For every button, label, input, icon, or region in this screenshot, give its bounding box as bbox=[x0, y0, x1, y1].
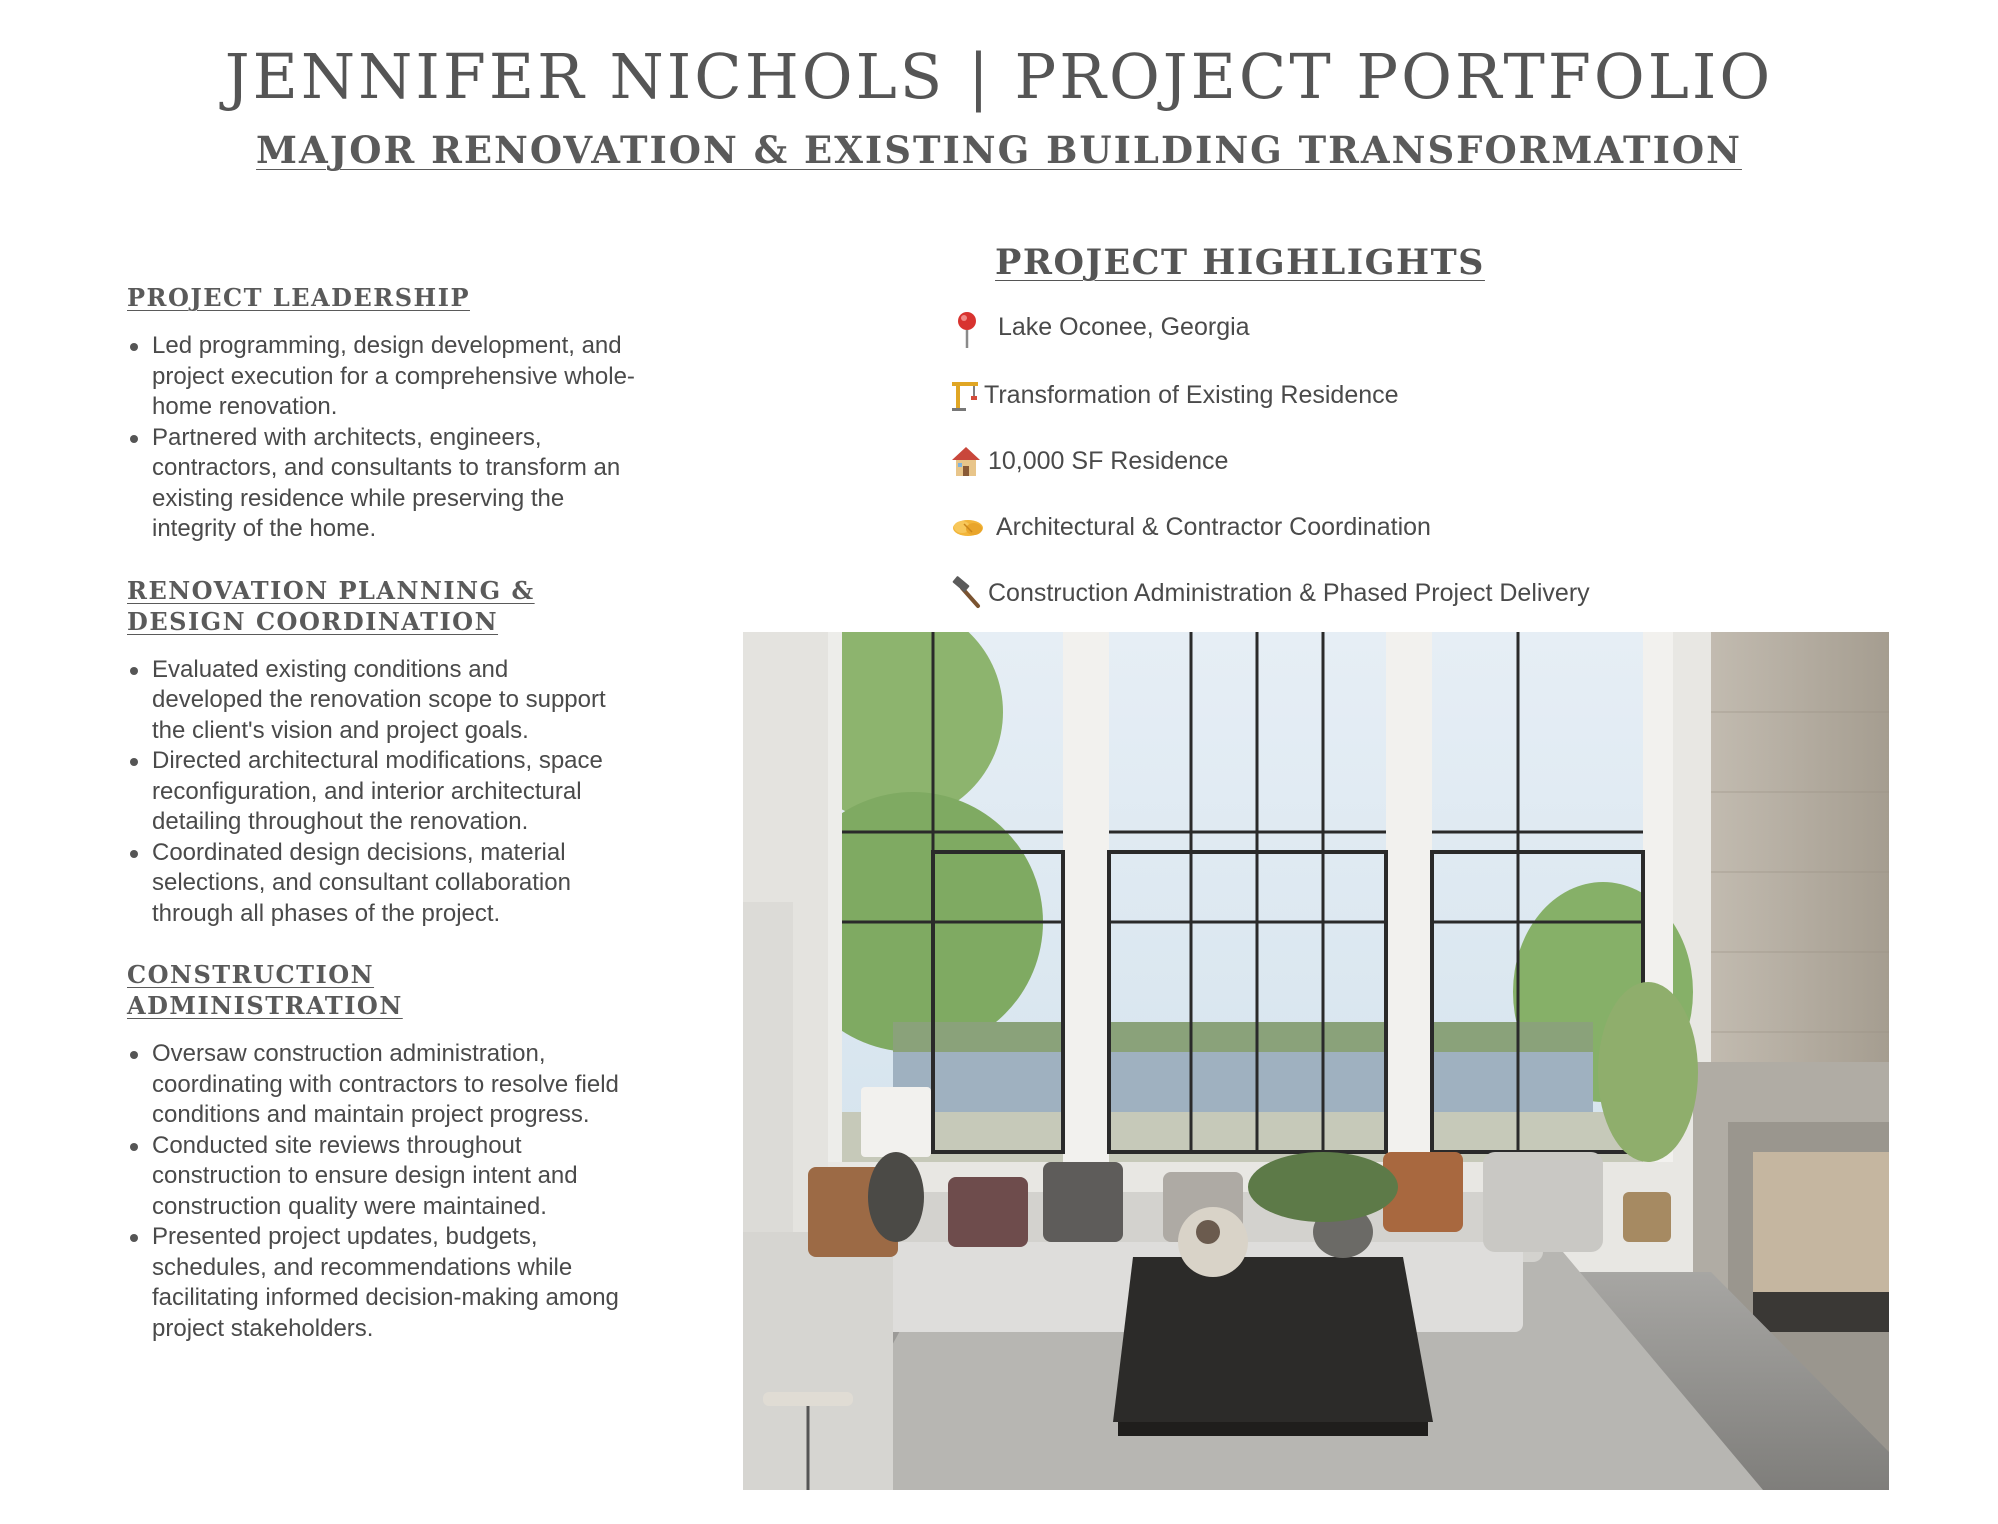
living-room-photo bbox=[743, 632, 1889, 1490]
highlight-text: Transformation of Existing Residence bbox=[984, 380, 1399, 409]
list-item: Partnered with architects, engineers, contractors, and consultants to transform an existing residence while preserving the integrity of the home. bbox=[127, 423, 647, 545]
section-heading: PROJECT LEADERSHIP bbox=[127, 283, 470, 312]
highlight-text: 10,000 SF Residence bbox=[988, 446, 1229, 475]
section-heading: CONSTRUCTION ADMINISTRATION bbox=[127, 960, 403, 1020]
bullet-list bbox=[127, 331, 647, 545]
page-subtitle bbox=[0, 128, 1998, 172]
section-construction-administration bbox=[127, 959, 647, 1344]
page-title: JENNIFER NICHOLS | PROJECT PORTFOLIO bbox=[224, 40, 1774, 113]
highlight-item bbox=[950, 507, 1431, 547]
list-item: Coordinated design decisions, material selections, and consultant collaboration through all phases of the project. bbox=[127, 838, 607, 930]
page-subtitle-text: MAJOR RENOVATION & EXISTING BUILDING TRANSFORMATION bbox=[256, 128, 1742, 172]
list-item: Led programming, design development, and project execution for a comprehensive whole-home renovation. bbox=[127, 331, 647, 423]
highlight-text: Lake Oconee, Georgia bbox=[998, 312, 1250, 341]
highlights-title-text: PROJECT HIGHLIGHTS bbox=[995, 242, 1485, 283]
highlight-item bbox=[950, 573, 1590, 613]
highlights-title bbox=[820, 242, 1660, 283]
highlight-item bbox=[950, 375, 1399, 415]
list-item: Oversaw construction administration, coordinating with contractors to resolve field conditions and maintain project progress. bbox=[127, 1039, 627, 1131]
list-item: Directed architectural modifications, space reconfiguration, and interior architectural detailing throughout the renovation. bbox=[127, 746, 607, 838]
highlight-item bbox=[950, 441, 1228, 481]
section-heading: RENOVATION PLANNING & DESIGN COORDINATION bbox=[127, 575, 535, 636]
bullet-list bbox=[127, 655, 607, 930]
hammer-icon bbox=[950, 576, 982, 610]
construction-crane-icon bbox=[950, 378, 980, 412]
highlight-text: Architectural & Contractor Coordination bbox=[996, 512, 1431, 541]
house-icon bbox=[950, 444, 982, 478]
list-item: Presented project updates, budgets, schedules, and recommendations while facilitating informed decision-making among project stakeholders. bbox=[127, 1222, 627, 1344]
list-item: Conducted site reviews throughout construction to ensure design intent and construction quality were maintained. bbox=[127, 1131, 627, 1223]
section-project-leadership bbox=[127, 282, 647, 545]
list-item: Evaluated existing conditions and developed the renovation scope to support the client's vision and project goals. bbox=[127, 655, 607, 747]
handshake-icon bbox=[950, 510, 986, 544]
project-details-column bbox=[127, 282, 647, 1374]
section-renovation-planning bbox=[127, 575, 647, 930]
map-pin-icon bbox=[950, 310, 984, 344]
living-room-illustration bbox=[743, 632, 1889, 1490]
highlight-item bbox=[950, 307, 1250, 347]
highlight-text: Construction Administration & Phased Project Delivery bbox=[988, 578, 1590, 607]
bullet-list bbox=[127, 1039, 627, 1344]
